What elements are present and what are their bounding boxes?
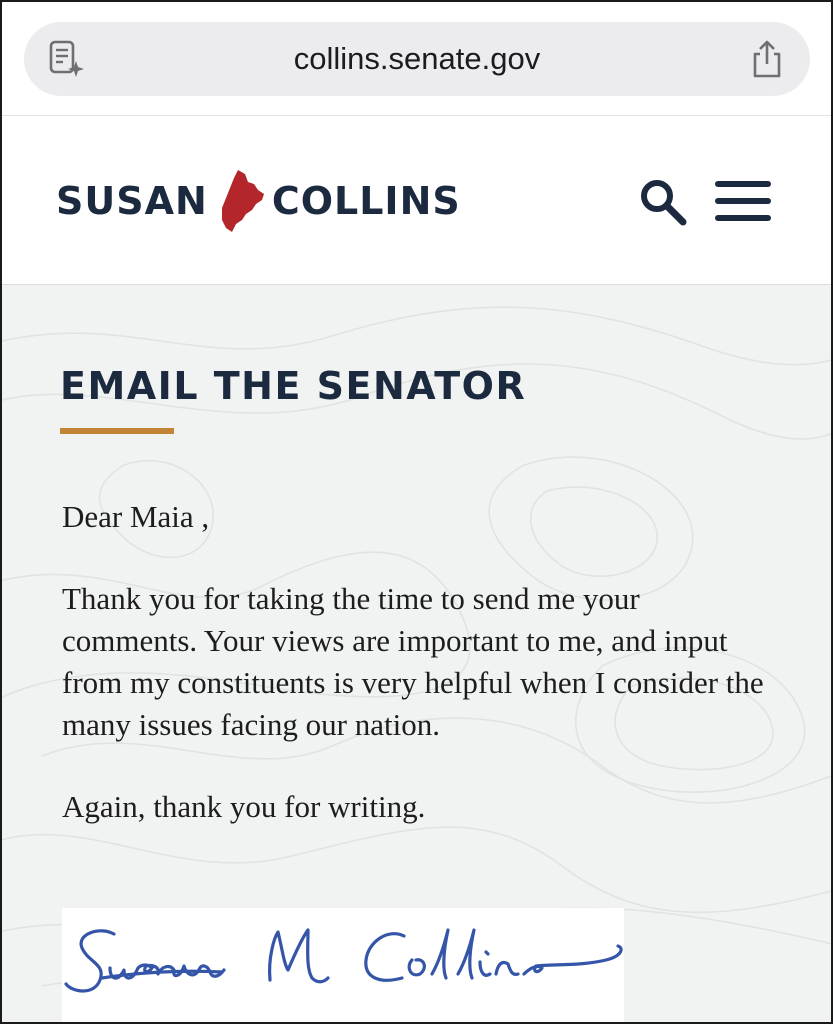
letter-paragraph: Thank you for taking the time to send me your comments. Your views are important to me, and input from my constituents is very helpful when I consider the many issues facing our nation. bbox=[62, 581, 764, 742]
site-header bbox=[2, 117, 831, 285]
page-title: EMAIL THE SENATOR bbox=[60, 364, 527, 408]
address-bar[interactable] bbox=[24, 22, 810, 96]
main-content bbox=[2, 286, 831, 1024]
browser-toolbar bbox=[2, 2, 831, 116]
letter-body bbox=[62, 496, 782, 828]
handwritten-signature bbox=[62, 908, 624, 1024]
hamburger-menu-icon[interactable] bbox=[715, 181, 771, 221]
maine-state-icon bbox=[218, 168, 266, 234]
title-underline bbox=[60, 428, 174, 434]
letter-greeting: Dear Maia , bbox=[62, 499, 210, 534]
search-icon[interactable] bbox=[638, 177, 688, 227]
share-icon[interactable] bbox=[750, 38, 784, 80]
signature-image bbox=[62, 908, 624, 1024]
brand-last-name: COLLINS bbox=[271, 179, 461, 223]
letter-closing: Again, thank you for writing. bbox=[62, 789, 426, 824]
menu-line bbox=[715, 215, 771, 221]
url-text[interactable]: collins.senate.gov bbox=[293, 41, 541, 76]
menu-line bbox=[715, 181, 771, 187]
brand-first-name: SUSAN bbox=[56, 179, 208, 223]
menu-line bbox=[715, 198, 771, 204]
site-logo[interactable] bbox=[56, 169, 461, 233]
